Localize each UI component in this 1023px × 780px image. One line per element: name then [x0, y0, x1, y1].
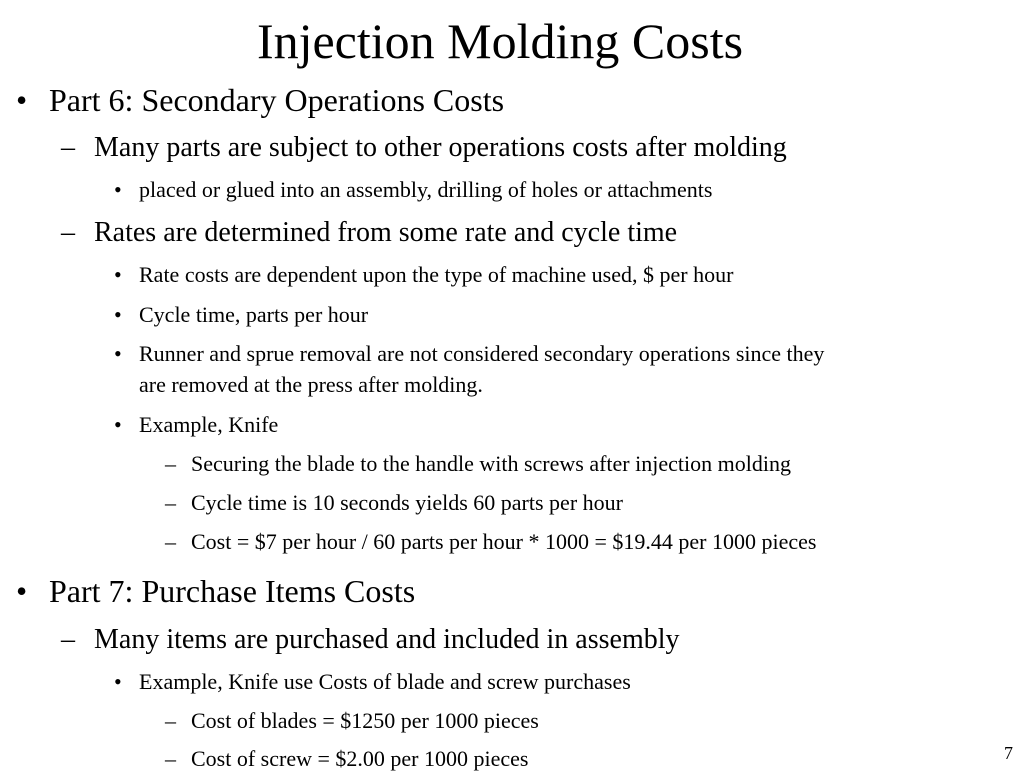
subdetail-securing-blade: Securing the blade to the handle with screws after injection molding [191, 451, 791, 476]
bullet-marker: • [114, 302, 122, 327]
dash-marker: – [165, 708, 176, 733]
subitem-rates-determined: Rates are determined from some rate and cycle time [94, 217, 678, 248]
subdetail-cost-calculation: Cost = $7 per hour / 60 parts per hour * 1000 = $19.44 per 1000 pieces [191, 529, 817, 554]
section-heading-part-6: Part 6: Secondary Operations Costs [49, 82, 505, 118]
dash-marker: – [165, 746, 176, 771]
subitem-many-parts: Many parts are subject to other operations costs after molding [94, 132, 787, 163]
subdetail-cycle-time-yield: Cycle time is 10 seconds yields 60 parts per hour [191, 490, 623, 515]
bullet-marker: • [114, 262, 122, 287]
dash-marker: – [165, 451, 176, 476]
dash-marker: – [61, 217, 75, 248]
subdetail-cost-of-screw: Cost of screw = $2.00 per 1000 pieces [191, 746, 529, 771]
detail-runner-removal: Runner and sprue removal are not considered secondary operations since they [139, 341, 825, 366]
detail-example-knife: Example, Knife [139, 412, 279, 437]
dash-marker: – [61, 624, 75, 655]
subdetail-cost-of-blades: Cost of blades = $1250 per 1000 pieces [191, 708, 539, 733]
detail-rate-costs: Rate costs are dependent upon the type of machine used, $ per hour [139, 262, 734, 287]
detail-placed-or-glued: placed or glued into an assembly, drilling of holes or attachments [139, 177, 713, 202]
slide-title: Injection Molding Costs [256, 13, 744, 69]
bullet-marker: • [114, 412, 122, 437]
bullet-marker: • [16, 82, 28, 118]
bullet-marker: • [114, 341, 122, 366]
bullet-marker: • [16, 573, 28, 609]
dash-marker: – [165, 490, 176, 515]
dash-marker: – [165, 529, 176, 554]
page-number: 7 [1004, 743, 1013, 763]
bullet-marker: • [114, 177, 122, 202]
dash-marker: – [61, 132, 75, 163]
detail-runner-removal-continued: are removed at the press after molding. [139, 372, 483, 397]
bullet-marker: • [114, 669, 122, 694]
detail-example-knife-purchases: Example, Knife use Costs of blade and screw purchases [139, 669, 631, 694]
section-heading-part-7: Part 7: Purchase Items Costs [49, 573, 416, 609]
subitem-items-purchased: Many items are purchased and included in assembly [94, 624, 680, 655]
detail-cycle-time: Cycle time, parts per hour [139, 302, 369, 327]
